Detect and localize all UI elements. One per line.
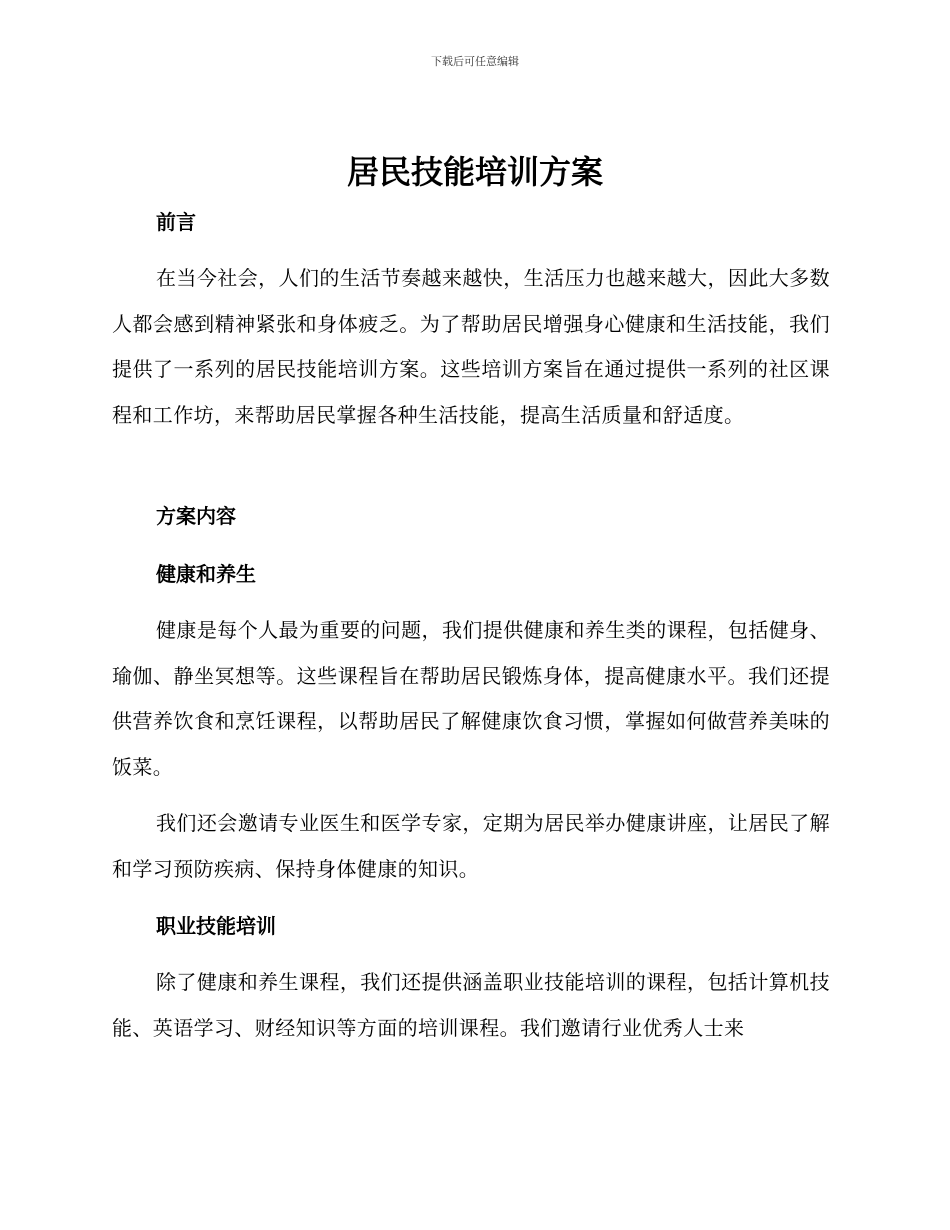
paragraph-career-1: 除了健康和养生课程，我们还提供涵盖职业技能培训的课程，包括计算机技能、英语学习、财经知识等方面的培训课程。我们邀请行业优秀人士来 [112,970,830,1040]
paragraph-preface: 在当今社会，人们的生活节奏越来越快，生活压力也越来越大，因此大多数人都会感到精神紧张和身体疲乏。为了帮助居民增强身心健康和生活技能，我们提供了一系列的居民技能培训方案。这些培训方案旨在通过提供一系列的社区课程和工作坊，来帮助居民掌握各种生活技能，提高生活质量和舒适度。 [112,266,830,427]
header-note: 下载后可任意编辑 [431,55,519,68]
paragraph-health-2: 我们还会邀请专业医生和医学专家，定期为居民举办健康讲座，让居民了解和学习预防疾病、保持身体健康的知识。 [112,811,830,881]
heading-health: 健康和养生 [156,562,256,586]
heading-plan-content: 方案内容 [156,504,236,528]
heading-career: 职业技能培训 [156,914,276,938]
document-title: 居民技能培训方案 [346,153,603,191]
heading-preface: 前言 [156,210,196,234]
paragraph-health-1: 健康是每个人最为重要的问题，我们提供健康和养生类的课程，包括健身、瑜伽、静坐冥想等。这些课程旨在帮助居民锻炼身体，提高健康水平。我们还提供营养饮食和烹饪课程，以帮助居民了解健康饮食习惯，掌握如何做营养美味的饭菜。 [112,618,830,779]
